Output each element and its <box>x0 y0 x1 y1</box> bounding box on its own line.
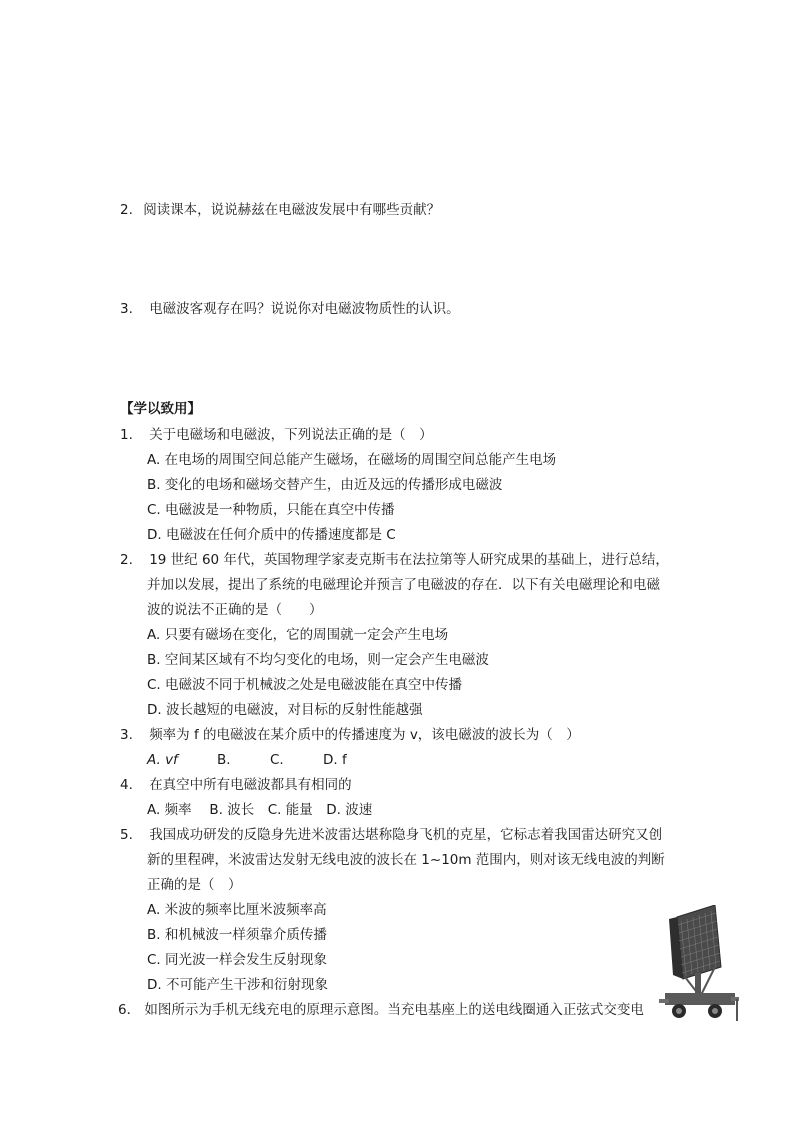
q1-option-a: A. 在电场的周围空间总能产生磁场，在磁场的周围空间总能产生电场 <box>147 452 557 468</box>
q5-stem-line-2: 新的里程碑，米波雷达发射无线电波的波长在 1~10m 范围内，则对该无线电波的判断 <box>147 852 665 868</box>
radar-antenna-image <box>655 905 743 1023</box>
q2-stem-line-2: 并加以发展，提出了系统的电磁理论并预言了电磁波的存在．以下有关电磁理论和电磁 <box>147 577 660 593</box>
question-number: 1. <box>120 427 133 443</box>
q2-option-d: D. 波长越短的电磁波，对目标的反射性能越强 <box>147 702 423 718</box>
section-title: 【学以致用】 <box>120 401 201 417</box>
q5-option-c: C. 同光波一样会发生反射现象 <box>147 952 328 968</box>
q1-option-c: C. 电磁波是一种物质，只能在真空中传播 <box>147 502 395 518</box>
intro-question-2 <box>120 201 440 219</box>
question-text: 我国成功研发的反隐身先进米波雷达堪称隐身飞机的克星，它标志着我国雷达研究又创 <box>149 827 663 843</box>
q2-option-c: C. 电磁波不同于机械波之处是电磁波能在真空中传播 <box>147 677 463 693</box>
q1-stem <box>120 426 433 444</box>
question-text: 关于电磁场和电磁波，下列说法正确的是（ ） <box>149 427 433 443</box>
q3-option-a: A. vf <box>147 752 178 768</box>
q4-stem <box>120 776 352 794</box>
q1-option-b: B. 变化的电场和磁场交替产生，由近及远的传播形成电磁波 <box>147 477 503 493</box>
question-text: 如图所示为手机无线充电的原理示意图。当充电基座上的送电线圈通入正弦式交变电 <box>144 1002 644 1018</box>
q2-option-a: A. 只要有磁场在变化，它的周围就一定会产生电场 <box>147 627 449 643</box>
q2-stem-line-3: 波的说法不正确的是（ ） <box>147 602 323 618</box>
question-text: 19 世纪 60 年代，英国物理学家麦克斯韦在法拉第等人研究成果的基础上，进行总结， <box>149 552 669 568</box>
q4-options: A. 频率 B. 波长 C. 能量 D. 波速 <box>147 802 373 818</box>
question-text: 电磁波客观存在吗？说说你对电磁波物质性的认识。 <box>149 301 460 317</box>
q5-option-d: D. 不可能产生干涉和衍射现象 <box>147 977 328 993</box>
q3-stem <box>120 726 580 744</box>
question-number: 2. <box>120 552 133 568</box>
q6-stem <box>118 1001 658 1019</box>
question-number: 3. <box>120 301 133 317</box>
question-number: 3. <box>120 727 133 743</box>
question-number: 5. <box>120 827 133 843</box>
q1-option-d: D. 电磁波在任何介质中的传播速度都是 C <box>147 527 396 543</box>
intro-question-3 <box>120 300 460 318</box>
q5-option-b: B. 和机械波一样须靠介质传播 <box>147 927 327 943</box>
q3-option-d: D. f <box>323 752 347 768</box>
q5-stem-line-1 <box>120 826 662 844</box>
question-text: 频率为 f 的电磁波在某介质中的传播速度为 v，该电磁波的波长为（ ） <box>149 727 580 743</box>
question-text: 阅读课本，说说赫兹在电磁波发展中有哪些贡献？ <box>143 202 441 218</box>
q3-option-c: C. <box>270 752 284 768</box>
q3-option-b: B. <box>217 752 231 768</box>
q5-stem-line-3: 正确的是（ ） <box>147 877 242 893</box>
question-number: 6． <box>118 1002 141 1018</box>
question-number: 4. <box>120 777 133 793</box>
q5-option-a: A. 米波的频率比厘米波频率高 <box>147 902 327 918</box>
question-number: 2. <box>120 202 133 218</box>
q2-option-b: B. 空间某区域有不均匀变化的电场，则一定会产生电磁波 <box>147 652 489 668</box>
q2-stem-line-1 <box>120 551 669 569</box>
question-text: 在真空中所有电磁波都具有相同的 <box>149 777 352 793</box>
